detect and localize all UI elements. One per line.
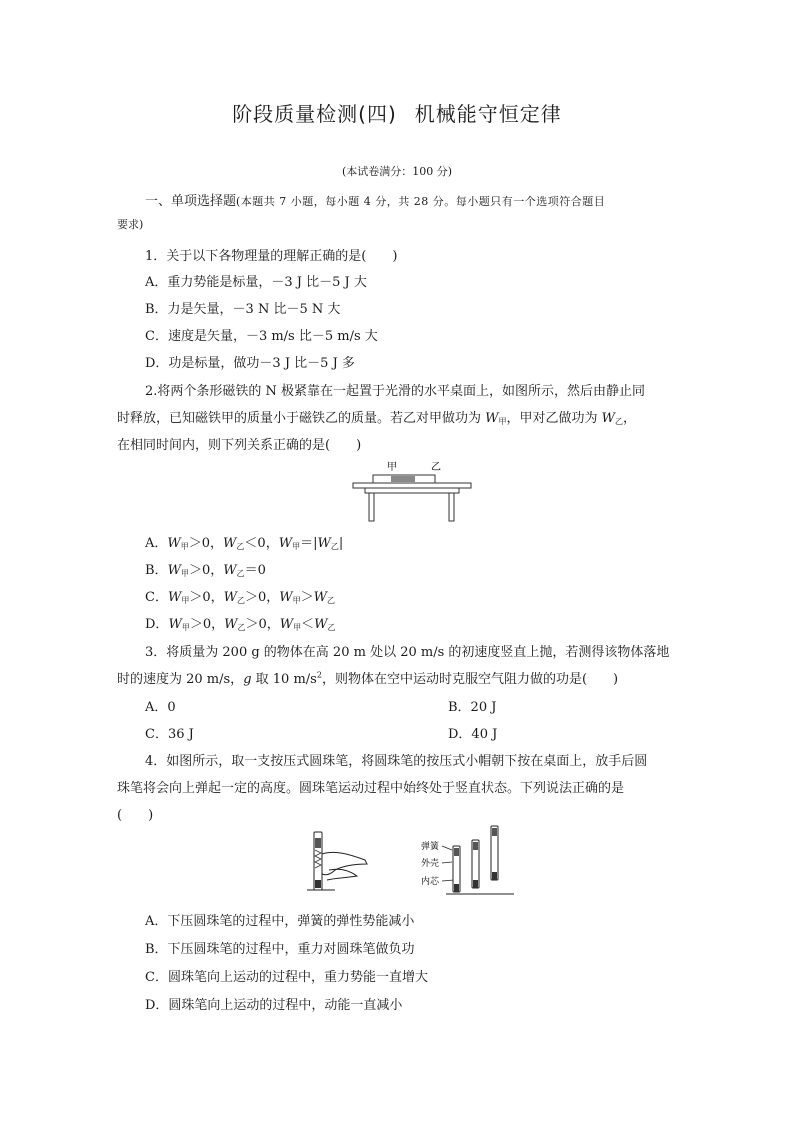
rel: ＝0 xyxy=(244,563,266,578)
q3-option-a: A．0 xyxy=(145,700,176,715)
w-symbol: W xyxy=(223,563,237,578)
q2-option-c xyxy=(145,586,335,606)
pen-stage-3-clip xyxy=(492,828,497,836)
leader-shell xyxy=(442,862,452,863)
rel: ＞0， xyxy=(244,590,280,605)
opt-letter: D． xyxy=(145,617,169,632)
w-symbol: W xyxy=(223,536,237,551)
q2-text: 时释放，已知磁铁甲的质量小于磁铁乙的质量。若乙对甲做功为 xyxy=(117,411,486,426)
w-symbol: W xyxy=(223,590,237,605)
w-symbol: W xyxy=(224,617,238,632)
q4-option-b: B．下压圆珠笔的过程中，重力对圆珠笔做负功 xyxy=(145,942,415,957)
label-shell: 外壳 xyxy=(421,859,440,869)
pen-stage-1-clip xyxy=(454,848,459,856)
sub-jia: 甲 xyxy=(293,623,302,632)
opt-letter: C． xyxy=(145,590,168,605)
pen-stage-2-clip xyxy=(473,842,478,850)
table-leg-right xyxy=(449,493,454,521)
superscript: 2 xyxy=(316,670,322,680)
rel: ＞0， xyxy=(189,590,224,605)
sub-jia: 甲 xyxy=(292,542,301,551)
q1-option-b: B．力是矢量，－3 N 比－5 N 大 xyxy=(145,302,341,317)
label-jia: 甲 xyxy=(387,462,397,473)
rel: ＜0， xyxy=(244,536,279,551)
q2-text: ，甲对乙做功为 xyxy=(506,411,602,426)
leader-core xyxy=(442,880,454,881)
magnet-n-poles xyxy=(391,476,415,482)
pen-cap xyxy=(315,880,321,888)
section-heading xyxy=(145,190,605,209)
q3-text: 时的速度为 20 m/s， xyxy=(117,672,244,687)
sub-yi: 乙 xyxy=(330,542,339,551)
w-symbol: W xyxy=(601,411,616,426)
sub-yi: 乙 xyxy=(327,596,336,605)
q3-text: 取 10 m/s xyxy=(251,672,317,687)
q3-stem-line1: 3．将质量为 200 g 的物体在高 20 m 处以 20 m/s 的初速度竖直上抛，若测得该物体落地 xyxy=(145,645,670,660)
sub-yi: 乙 xyxy=(236,569,245,578)
q4-stem-line1: 4．如图所示，取一支按压式圆珠笔，将圆珠笔的按压式小帽朝下按在桌面上，放手后圆 xyxy=(145,754,648,769)
q4-option-d: D．圆珠笔向上运动的过程中，动能一直减小 xyxy=(145,998,403,1013)
q3-option-b: B．20 J xyxy=(448,700,497,715)
w-symbol: W xyxy=(279,590,293,605)
rel: ＜ xyxy=(301,617,315,632)
w-symbol: W xyxy=(279,617,294,632)
q2-option-b xyxy=(145,559,266,579)
q3-text: ，则物体在空中运动时克服空气阻力做的功是( ) xyxy=(321,672,619,687)
pen-stage-2-cap xyxy=(473,880,478,888)
q2-text: ， xyxy=(623,411,637,426)
section-requirement: (本题共 7 小题，每小题 4 分，共 28 分。每小题只有一个选项符合题目 xyxy=(236,195,606,208)
sub-jia: 甲 xyxy=(180,542,189,551)
rel: ＞0， xyxy=(188,563,224,578)
section-requirement-cont: 要求) xyxy=(117,218,144,231)
q2-option-a xyxy=(145,532,343,552)
page-title xyxy=(0,98,794,127)
label-spring: 弹簧 xyxy=(421,842,440,852)
w-symbol: W xyxy=(317,536,331,551)
rel: | xyxy=(338,536,344,551)
q2-option-d xyxy=(145,613,336,633)
q4-option-a: A．下压圆珠笔的过程中，弹簧的弹性势能减小 xyxy=(145,914,415,929)
rel: ＞ xyxy=(300,590,314,605)
title-topic: 机械能守恒定律 xyxy=(414,102,562,126)
q4-stem-line2: 珠笔将会向上弹起一定的高度。圆珠笔运动过程中始终处于竖直状态。下列说法正确的是 xyxy=(117,781,625,796)
rel: ＞0， xyxy=(188,536,224,551)
sub-jia: 甲 xyxy=(181,623,190,632)
q2-stem-line1: 2.将两个条形磁铁的 N 极紧靠在一起置于光滑的水平桌面上，如图所示，然后由静止同 xyxy=(145,384,646,399)
rel: ＞0， xyxy=(189,617,225,632)
label-yi: 乙 xyxy=(431,462,441,473)
q3-stem-line2 xyxy=(117,668,618,687)
section-title: 一、单项选择题 xyxy=(145,194,237,209)
q1-option-c: C．速度是矢量，－3 m/s 比－5 m/s 大 xyxy=(145,329,378,344)
sub-jia: 甲 xyxy=(498,417,507,426)
w-symbol: W xyxy=(167,536,181,551)
table-apron xyxy=(365,488,459,493)
sub-yi: 乙 xyxy=(237,623,246,632)
q4-stem-line3: ( ) xyxy=(117,808,154,823)
title-main: 阶段质量检测(四) xyxy=(232,102,397,126)
sub-jia: 甲 xyxy=(292,596,301,605)
sub-jia: 甲 xyxy=(181,596,190,605)
q2-stem-line3: 在相同时间内，则下列关系正确的是( ) xyxy=(117,438,362,453)
magnet-table-figure xyxy=(345,458,475,524)
table-top xyxy=(353,483,471,488)
q1-stem: 1．关于以下各物理量的理解正确的是( ) xyxy=(145,249,398,264)
sub-yi: 乙 xyxy=(615,417,624,426)
w-symbol: W xyxy=(313,590,328,605)
q3-option-d: D．40 J xyxy=(448,727,498,742)
g-symbol: g xyxy=(243,672,252,687)
w-symbol: W xyxy=(167,590,182,605)
q1-option-d: D．功是标量，做功－3 J 比－5 J 多 xyxy=(145,356,355,371)
rel: ＞0， xyxy=(245,617,280,632)
w-symbol: W xyxy=(485,411,499,426)
pen-clip xyxy=(315,838,321,848)
opt-letter: B． xyxy=(145,563,168,578)
sub-yi: 乙 xyxy=(236,596,245,605)
q4-option-c: C．圆珠笔向上运动的过程中，重力势能一直增大 xyxy=(145,970,428,985)
sub-yi: 乙 xyxy=(236,542,245,551)
pen-stage-3-cap xyxy=(492,872,497,880)
pen-hand-figure xyxy=(305,830,375,894)
q2-stem-line2 xyxy=(117,407,636,427)
w-symbol: W xyxy=(168,617,182,632)
pen-stage-1-cap xyxy=(454,884,459,892)
w-symbol: W xyxy=(167,563,181,578)
sub-yi: 乙 xyxy=(327,623,336,632)
pen-stages-figure xyxy=(418,822,518,902)
w-symbol: W xyxy=(278,536,293,551)
q1-option-a: A．重力势能是标量，－3 J 比－5 J 大 xyxy=(145,275,367,290)
table-leg-left xyxy=(369,493,374,521)
sub-jia: 甲 xyxy=(180,569,189,578)
rel: ＝| xyxy=(300,536,318,551)
opt-letter: A． xyxy=(145,536,168,551)
q3-option-c: C．36 J xyxy=(145,727,194,742)
exam-subtitle: (本试卷满分：100 分) xyxy=(341,165,453,178)
label-core: 内芯 xyxy=(421,877,440,887)
hand-shape xyxy=(322,852,367,874)
w-symbol: W xyxy=(314,617,328,632)
leader-spring xyxy=(442,846,452,850)
